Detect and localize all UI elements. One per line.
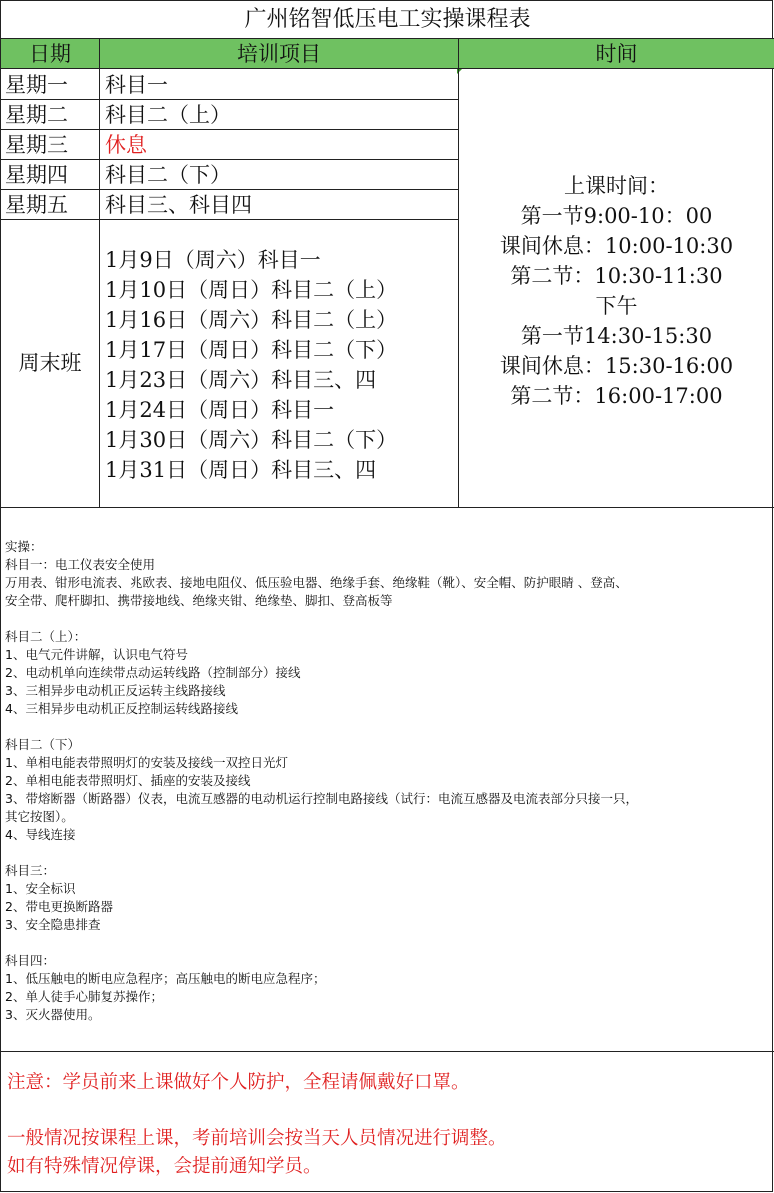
weekday-day: 星期二 [5,103,68,127]
note-line [5,610,771,628]
note-line [5,844,771,862]
warning-notes [7,1069,507,1181]
note-line: 科目二（下） [5,737,81,752]
weekday-day: 星期四 [5,163,68,187]
note-line: 科目一：电工仪表安全使用 [5,557,156,572]
warning-line: 注意：学员前来上课做好个人防护，全程请佩戴好口罩。 [7,1072,470,1093]
note-line: 科目三： [5,863,56,878]
weekday-day: 星期五 [5,193,68,217]
practice-notes [5,538,771,1024]
time-line: 第二节：10:30-11:30 [510,264,723,288]
weekend-session: 1月23日（周六）科目三、四 [105,368,377,392]
header-time: 时间 [459,39,774,69]
note-line: 2、电动机单向连续带点动运转线路（控制部分）接线 [5,665,301,680]
weekend-session: 1月31日（周日）科目三、四 [105,458,377,482]
note-line: 1、安全标识 [5,881,76,896]
time-line: 课间休息：15:30-16:00 [499,354,734,378]
weekend-session: 1月30日（周六）科目二（下） [105,428,398,452]
time-line: 上课时间： [564,174,669,198]
note-line: 科目二（上）： [5,629,87,644]
note-line: 1、电气元件讲解，认识电气符号 [5,647,188,662]
note-line: 2、单人徒手心肺复苏操作； [5,989,163,1004]
time-line: 第一节14:30-15:30 [520,324,713,348]
note-line [5,934,771,952]
weekend-label: 周末班 [18,351,82,375]
note-line: 科目四： [5,953,56,968]
section-divider [1,1051,774,1052]
warning-line: 一般情况按课程上课，考前培训会按当天人员情况进行调整。 [7,1128,507,1149]
note-line: 4、三相异步电动机正反控制运转线路接线 [5,701,238,716]
weekday-day: 星期三 [5,133,68,157]
page-title: 广州铭智低压电工实操课程表 [1,1,774,39]
header-project: 培训项目 [100,39,458,69]
time-line: 第二节：16:00-17:00 [510,384,723,408]
weekday-subject: 科目二（上） [105,103,231,127]
time-line: 第一节9:00-10：00 [520,204,713,228]
note-line: 安全带、爬杆脚扣、携带接地线、绝缘夹钳、绝缘垫、脚扣、登高板等 [5,593,393,608]
note-line: 2、带电更换断路器 [5,899,113,914]
weekend-session: 1月24日（周日）科目一 [105,398,335,422]
time-line: 课间休息：10:00-10:30 [499,234,734,258]
warning-line: 如有特殊情况停课，会提前通知学员。 [7,1156,322,1177]
header-date: 日期 [1,39,99,69]
note-line: 3、带熔断器（断路器）仪表，电流互感器的电动机运行控制电路接线（试行：电流互感器及电流表部分只接一只， [5,791,638,806]
weekday-subject-rest: 休息 [105,133,147,157]
note-line: 1、单相电能表带照明灯的安装及接线一双控日光灯 [5,755,288,770]
time-info [459,171,774,411]
note-line: 万用表、钳形电流表、兆欧表、接地电阻仪、低压验电器、绝缘手套、绝缘鞋（靴）、安全帽、防护眼睛 、登高、 [5,575,628,590]
weekend-session: 1月16日（周六）科目二（上） [105,308,398,332]
note-line: 1、低压触电的断电应急程序；高压触电的断电应急程序； [5,971,326,986]
section-divider [1,507,774,508]
weekend-sessions [105,245,397,485]
note-line: 2、单相电能表带照明灯、插座的安装及接线 [5,773,251,788]
note-line [5,718,771,736]
divider-date [99,39,100,507]
note-line: 3、安全隐患排查 [5,917,101,932]
warning-line [7,1097,507,1125]
time-line: 下午 [595,294,638,318]
note-line: 3、三相异步电动机正反运转主线路接线 [5,683,226,698]
weekday-subject: 科目一 [105,73,168,97]
weekend-session: 1月17日（周日）科目二（下） [105,338,398,362]
weekday-subject: 科目二（下） [105,163,231,187]
weekend-session: 1月10日（周日）科目二（上） [105,278,398,302]
weekday-day: 星期一 [5,73,68,97]
note-line: 4、导线连接 [5,827,76,842]
note-line: 其它按图）。 [5,809,74,824]
note-line: 实操： [5,539,43,554]
weekend-session: 1月9日（周六）科目一 [105,248,321,272]
weekday-subject: 科目三、科目四 [105,193,252,217]
note-line: 3、灭火器使用。 [5,1007,101,1022]
